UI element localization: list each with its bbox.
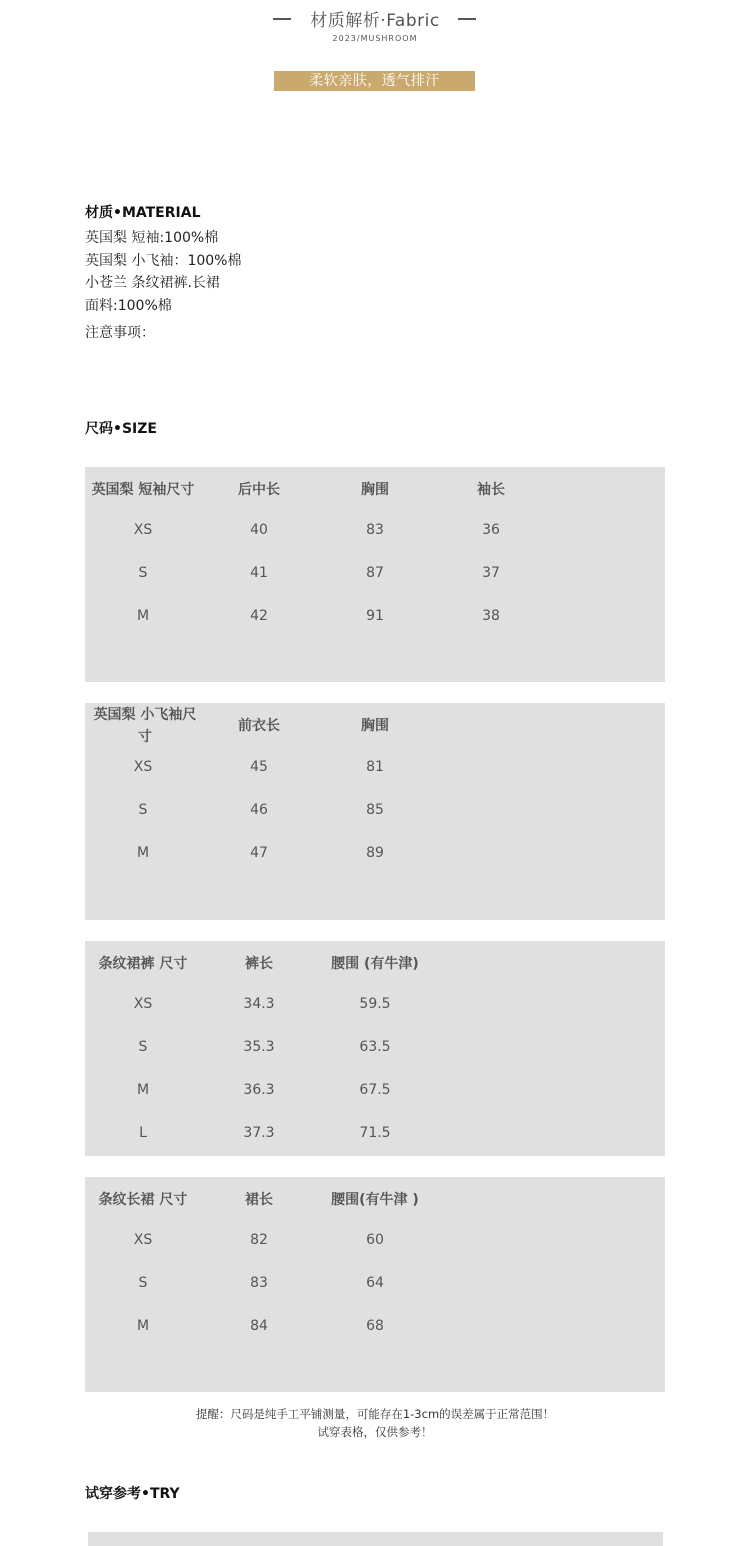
- table-cell: 91: [366, 608, 384, 624]
- header-dash-left: [273, 18, 291, 20]
- header-dash-right: [458, 18, 476, 20]
- table-cell: 37.3: [243, 1125, 275, 1141]
- material-line: 小苍兰 条纹裙裤.长裙: [85, 275, 220, 292]
- table-cell: 82: [250, 1232, 268, 1248]
- table-cell: XS: [133, 996, 153, 1012]
- table-cell: 64: [366, 1275, 384, 1291]
- table-cell: S: [138, 1039, 148, 1055]
- table-header-cell: 腰围 (有牛津): [331, 956, 419, 972]
- table-cell: 59.5: [359, 996, 391, 1012]
- size-reminder: 提醒：尺码是纯手工平铺测量，可能存在1-3cm的误差属于正常范围！: [195, 1407, 555, 1421]
- table-header-cell: 裙长: [245, 1192, 273, 1208]
- table-cell: 89: [366, 845, 384, 861]
- try-title: 试穿参考•TRY: [85, 1486, 180, 1502]
- table-cell: 36.3: [243, 1082, 275, 1098]
- material-title: 材质•MATERIAL: [85, 205, 201, 221]
- size-title: 尺码•SIZE: [85, 421, 157, 437]
- table-cell: 46: [250, 802, 268, 818]
- table-cell: 42: [250, 608, 268, 624]
- fabric-header: [0, 6, 750, 32]
- table-header-cell: 英国梨 短袖尺寸: [91, 482, 195, 498]
- table-cell: 83: [366, 522, 384, 538]
- table-cell: S: [138, 1275, 148, 1291]
- header-title: 材质解析·Fabric: [310, 11, 440, 31]
- try-table-top: [88, 1532, 663, 1546]
- size-table-flutter-sleeve: [85, 703, 665, 920]
- size-table-long-skirt: [85, 1177, 665, 1392]
- table-header-cell: 裤长: [245, 956, 273, 972]
- material-line: 英国梨 小飞袖：100%棉: [85, 252, 242, 269]
- table-header-cell: 胸围: [361, 718, 389, 734]
- table-cell: 40: [250, 522, 268, 538]
- table-cell: M: [136, 845, 150, 861]
- table-cell: 71.5: [359, 1125, 391, 1141]
- material-line: 英国梨 短袖:100%棉: [85, 230, 219, 246]
- table-cell: 68: [366, 1318, 384, 1334]
- table-cell: 37: [482, 565, 500, 581]
- table-cell: M: [136, 1318, 150, 1334]
- table-cell: 45: [250, 759, 268, 775]
- table-cell: 35.3: [243, 1039, 275, 1055]
- table-cell: 60: [366, 1232, 384, 1248]
- table-cell: S: [138, 802, 148, 818]
- table-header-cell: 袖长: [477, 482, 505, 498]
- table-cell: XS: [133, 1232, 153, 1248]
- table-cell: 81: [366, 759, 384, 775]
- table-header-cell: 条纹裙裤 尺寸: [98, 956, 188, 972]
- table-cell: 38: [482, 608, 500, 624]
- header-subtitle: 2023/MUSHROOM: [332, 34, 418, 43]
- table-cell: 85: [366, 802, 384, 818]
- table-header-cell: 腰围(有牛津 ): [331, 1192, 419, 1208]
- table-cell: 63.5: [359, 1039, 391, 1055]
- table-cell: 67.5: [359, 1082, 391, 1098]
- table-header-cell: 条纹长裙 尺寸: [98, 1192, 188, 1208]
- table-cell: L: [139, 1125, 147, 1141]
- table-cell: M: [136, 608, 150, 624]
- table-cell: 41: [250, 565, 268, 581]
- table-cell: 87: [366, 565, 384, 581]
- table-cell: 83: [250, 1275, 268, 1291]
- table-cell: 36: [482, 522, 500, 538]
- table-cell: 47: [250, 845, 268, 861]
- header-banner: 柔软亲肤，透气排汗: [274, 71, 475, 91]
- size-reminder-note: 试穿表格，仅供参考！: [317, 1425, 433, 1439]
- table-header-cell: 胸围: [361, 482, 389, 498]
- table-cell: XS: [133, 759, 153, 775]
- material-lines: [85, 227, 241, 318]
- material-note: 注意事项：: [85, 325, 155, 341]
- material-line: 面料:100%棉: [85, 298, 172, 315]
- size-table-culottes: [85, 941, 665, 1156]
- table-header-cell: 后中长: [238, 482, 280, 498]
- table-cell: M: [136, 1082, 150, 1098]
- table-cell: 84: [250, 1318, 268, 1334]
- table-cell: XS: [133, 522, 153, 538]
- table-header-cell: 英国梨 小飞袖尺寸: [93, 707, 197, 745]
- table-cell: 34.3: [243, 996, 275, 1012]
- table-header-cell: 前衣长: [238, 718, 280, 734]
- table-cell: S: [138, 565, 148, 581]
- size-table-short-sleeve: [85, 467, 665, 682]
